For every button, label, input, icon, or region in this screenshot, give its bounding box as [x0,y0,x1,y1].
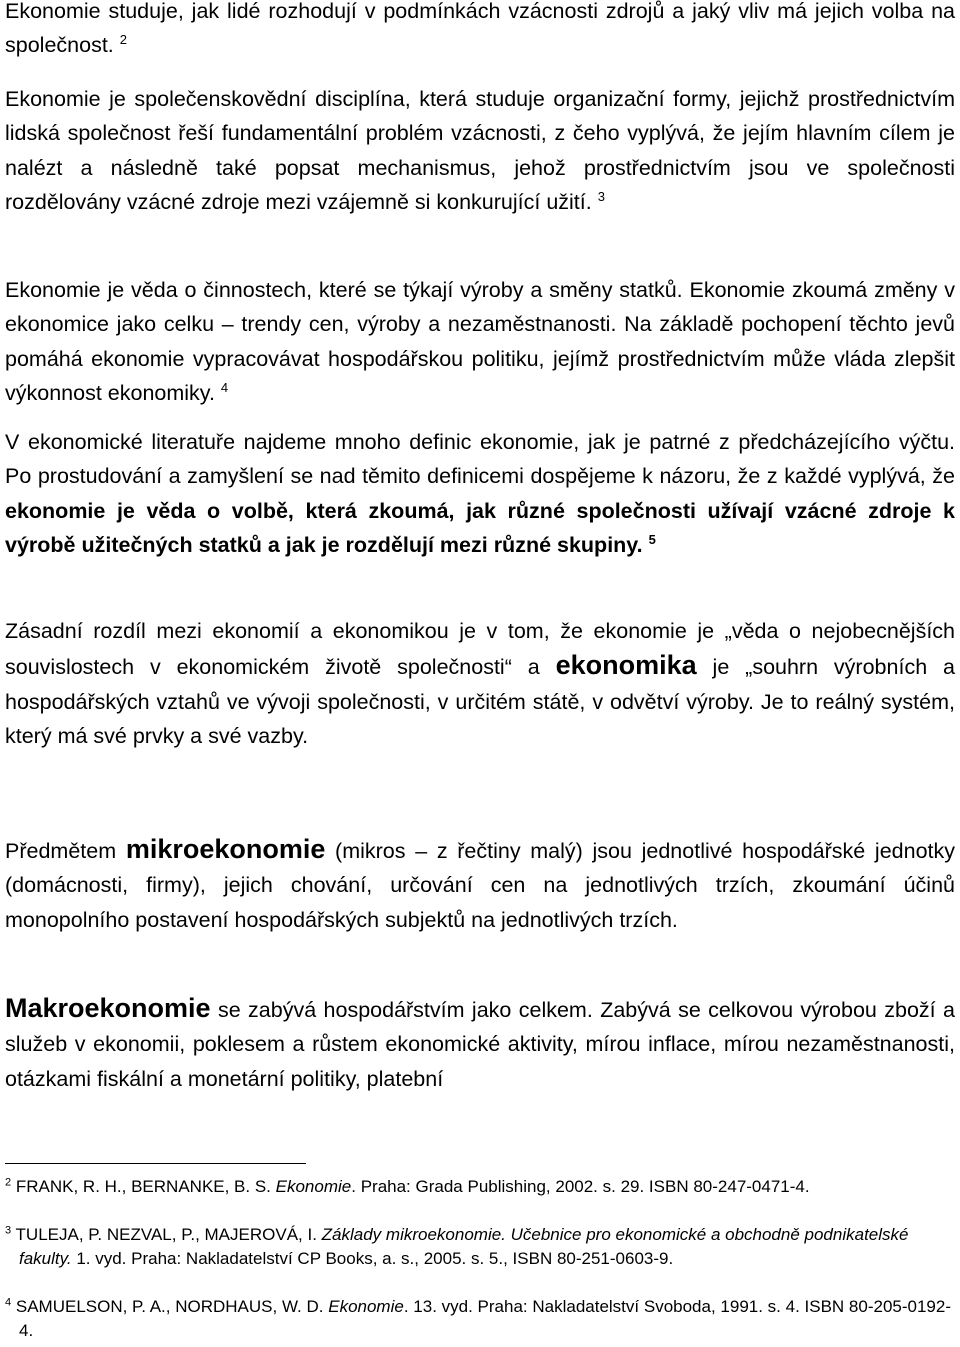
paragraph-text: Ekonomie je společenskovědní disciplína, která studuje organizační formy, jejichž prostřednictvím lidská společnost řeší fundamentální problém vzácnosti, z čeho vyplývá, že jejím hlavním cílem je nalézt a následně také popsat mechanismus, jehož prostřednictvím jsou ve společnosti rozdělovány vzácné zdroje mezi vzájemně si konkurující užití. [5,87,955,215]
footnote-separator [5,1163,306,1164]
footnote-ref: 2 [119,32,127,48]
key-definition: ekonomie je věda o volbě, která zkoumá, jak různé společnosti užívají vzácné zdroje k výrobě užitečných statků a jak je rozdělují mezi různé skupiny. [5,498,955,558]
footnote-number: 3 [5,1224,12,1237]
footnote-authors: SAMUELSON, P. A., NORDHAUS, W. D. [15,1297,329,1316]
term-mikroekonomie: mikroekonomie [125,834,326,864]
footnote-publication: 1. vyd. Praha: Nakladatelství CP Books, a. s., 2005. s. 5., ISBN 80-251-0603-9. [71,1249,674,1268]
paragraph-definition-2 [5,82,955,220]
paragraph-text: se zabývá hospodářstvím jako celkem. Zabývá se celkovou výrobou zboží a služeb v ekonomii, poklesem a růstem ekonomické aktivity, mírou inflace, mírou nezaměstnanosti, otázkami fiskální a monetární politiky, platební [5,998,955,1091]
footnote-ref: 4 [220,380,229,396]
footnote-authors: FRANK, R. H., BERNANKE, B. S. [15,1177,276,1196]
paragraph-text: (mikros – z řečtiny malý) jsou jednotlivé hospodářské jednotky (domácnosti, firmy), jejich chování, určování cen na jednotlivých trzích, zkoumání účinů monopolního postavení hospodářských subjektů na jednotlivých trzích. [5,839,955,932]
footnote-title: Základy mikroekonomie. Učebnice pro ekonomické a obchodně podnikatelské fakulty. [19,1225,909,1268]
footnote-title: Ekonomie [275,1177,352,1196]
footnote-publication: . Praha: Grada Publishing, 2002. s. 29. ISBN 80-247-0471-4. [351,1177,810,1196]
paragraph-text: Zásadní rozdíl mezi ekonomií a ekonomikou je v tom, že ekonomie je „věda o nejobecnějších souvislostech v ekonomickém životě společnosti“ a [5,619,955,680]
term-ekonomika: ekonomika [555,650,697,681]
footnote-title: Ekonomie [328,1297,404,1316]
paragraph-definition-1 [5,0,955,63]
paragraph-text: je „souhrn výrobních a hospodářských vztahů ve vývoji společnosti, v určitém státě, v odvětví výroby. Je to reálný systém, který má své prvky a své vazby. [5,655,955,749]
paragraph-definition-summary [5,425,955,563]
footnote-publication: . 13. vyd. Praha: Nakladatelství Svoboda, 1991. s. 4. ISBN 80-205-0192-4. [19,1297,951,1340]
footnote-ref: 5 [648,532,656,548]
footnote-authors: TULEJA, P. NEZVAL, P., MAJEROVÁ, I. [15,1225,322,1244]
paragraph-definition-3 [5,273,955,411]
footnote-2 [5,1175,954,1199]
paragraph-text: Předmětem [5,839,126,863]
footnote-number: 2 [5,1176,12,1189]
footnote-number: 4 [5,1296,12,1309]
paragraph-makroekonomie [5,991,955,1096]
footnote-ref: 3 [597,189,605,205]
paragraph-text: Ekonomie je věda o činnostech, které se týkají výroby a směny statků. Ekonomie zkoumá změny v ekonomice jako celku – trendy cen, výroby a nezaměstnanosti. Na základě pochopení těchto jevů pomáhá ekonomie vypracovávat hospodářskou politiku, jejímž prostřednictvím může vláda zlepšit výkonnost ekonomiky. [5,278,955,406]
term-makroekonomie: Makroekonomie [5,993,211,1023]
footnote-3 [5,1223,954,1271]
paragraph-text: Ekonomie studuje, jak lidé rozhodují v podmínkách vzácnosti zdrojů a jaký vliv má jejich volba na společnost. [5,0,955,58]
paragraph-mikroekonomie [5,832,955,937]
paragraph-text: V ekonomické literatuře najdeme mnoho definic ekonomie, jak je patrné z předcházejícího výčtu. Po prostudování a zamyšlení se nad těmito definicemi dospějeme k názoru, že z každé vyplývá, že [5,430,955,489]
footnote-4 [5,1295,954,1343]
paragraph-ekonomika [5,614,955,754]
